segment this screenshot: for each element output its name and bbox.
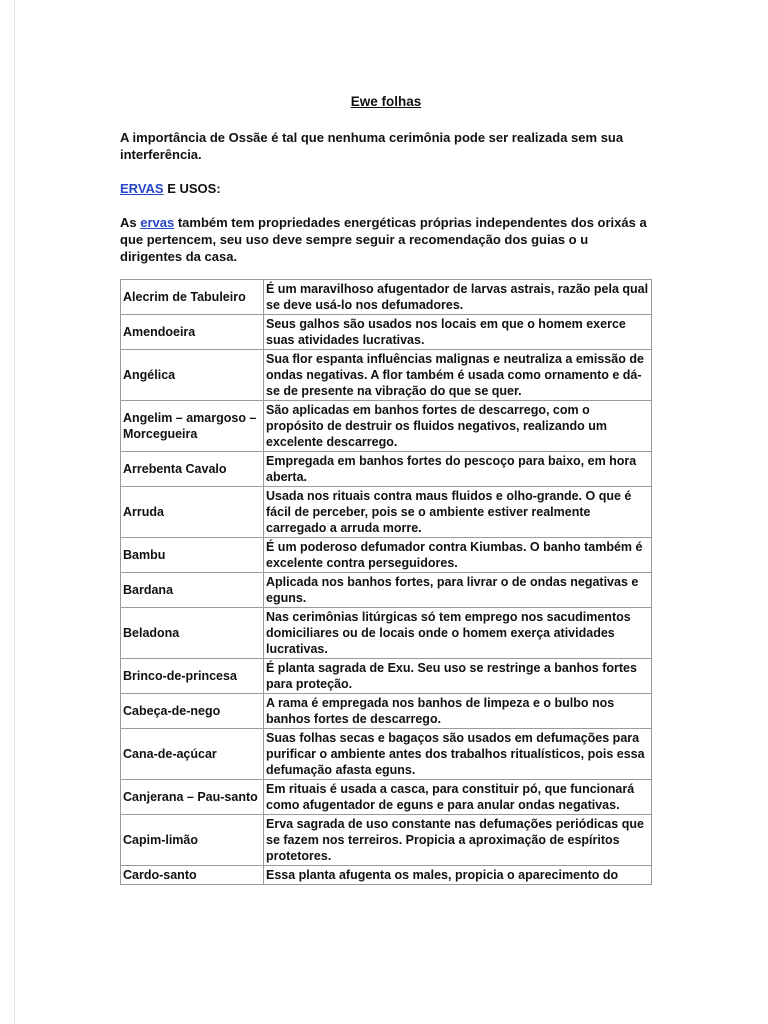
document-title: Ewe folhas xyxy=(350,94,422,109)
herb-name-cell: Cana-de-açúcar xyxy=(121,729,264,780)
table-row xyxy=(121,487,652,538)
herb-name-cell: Cabeça-de-nego xyxy=(121,694,264,729)
herb-name-cell: Amendoeira xyxy=(121,315,264,350)
herbs-table-body xyxy=(121,280,652,885)
herb-name-cell: Bardana xyxy=(121,573,264,608)
herb-use-cell: Nas cerimônias litúrgicas só tem emprego nos sacudimentos domiciliares ou de locais onde o homem exerça atividades lucrativas. xyxy=(264,608,652,659)
table-row xyxy=(121,538,652,573)
page-edge xyxy=(14,0,15,1024)
herb-name-cell: Arruda xyxy=(121,487,264,538)
herb-use-cell: São aplicadas em banhos fortes de descarrego, com o propósito de destruir os fluidos negativos, realizando um excelente descarrego. xyxy=(264,401,652,452)
table-row xyxy=(121,350,652,401)
table-row xyxy=(121,608,652,659)
table-row xyxy=(121,452,652,487)
intro-paragraph: A importância de Ossãe é tal que nenhuma cerimônia pode ser realizada sem sua interferência. xyxy=(120,130,624,162)
herb-name-cell: Beladona xyxy=(121,608,264,659)
herb-name-cell: Alecrim de Tabuleiro xyxy=(121,280,264,315)
ervas-inline-link[interactable]: ervas xyxy=(140,215,175,230)
herb-use-cell: Usada nos rituais contra maus fluidos e olho-grande. O que é fácil de perceber, pois se o ambiente estiver realmente carregado a arruda morre. xyxy=(264,487,652,538)
herb-use-cell: É um maravilhoso afugentador de larvas astrais, razão pela qual se deve usá-lo nos defumadores. xyxy=(264,280,652,315)
herb-name-cell: Arrebenta Cavalo xyxy=(121,452,264,487)
herb-use-cell: Empregada em banhos fortes do pescoço para baixo, em hora aberta. xyxy=(264,452,652,487)
herb-name-cell: Brinco-de-princesa xyxy=(121,659,264,694)
herb-name-cell: Angelim – amargoso – Morcegueira xyxy=(121,401,264,452)
herb-use-cell: Essa planta afugenta os males, propicia o aparecimento do xyxy=(264,866,652,885)
herb-use-cell: Aplicada nos banhos fortes, para livrar o de ondas negativas e eguns. xyxy=(264,573,652,608)
document xyxy=(120,94,652,885)
table-row xyxy=(121,401,652,452)
herb-use-cell: Em rituais é usada a casca, para constituir pó, que funcionará como afugentador de eguns e para anular ondas negativas. xyxy=(264,780,652,815)
description-prefix: As xyxy=(120,215,141,230)
herb-use-cell: Erva sagrada de uso constante nas defumações periódicas que se fazem nos terreiros. Propicia a aproximação de espíritos protetores. xyxy=(264,815,652,866)
table-row xyxy=(121,866,652,885)
description-paragraph xyxy=(120,214,652,265)
herb-use-cell: Suas folhas secas e bagaços são usados em defumações para purificar o ambiente antes dos trabalhos ritualísticos, pois essa defumação afasta eguns. xyxy=(264,729,652,780)
table-row xyxy=(121,315,652,350)
herb-use-cell: A rama é empregada nos banhos de limpeza e o bulbo nos banhos fortes de descarrego. xyxy=(264,694,652,729)
table-row xyxy=(121,280,652,315)
herb-name-cell: Capim-limão xyxy=(121,815,264,866)
ervas-heading-link[interactable]: ERVAS xyxy=(120,181,164,196)
table-row xyxy=(121,780,652,815)
herbs-table xyxy=(120,279,652,885)
table-row xyxy=(121,815,652,866)
table-row xyxy=(121,694,652,729)
herb-use-cell: É planta sagrada de Exu. Seu uso se restringe a banhos fortes para proteção. xyxy=(264,659,652,694)
herb-name-cell: Angélica xyxy=(121,350,264,401)
herb-name-cell: Canjerana – Pau-santo xyxy=(121,780,264,815)
herb-use-cell: Seus galhos são usados nos locais em que o homem exerce suas atividades lucrativas. xyxy=(264,315,652,350)
section-heading xyxy=(120,180,652,197)
herb-use-cell: É um poderoso defumador contra Kiumbas. O banho também é excelente contra perseguidores. xyxy=(264,538,652,573)
herb-name-cell: Cardo-santo xyxy=(121,866,264,885)
herb-name-cell: Bambu xyxy=(121,538,264,573)
table-row xyxy=(121,573,652,608)
herb-use-cell: Sua flor espanta influências malignas e neutraliza a emissão de ondas negativas. A flor também é usada como ornamento e dá-se de presente na vibração do que se quer. xyxy=(264,350,652,401)
section-heading-rest: E USOS: xyxy=(163,181,221,196)
table-row xyxy=(121,729,652,780)
description-rest: também tem propriedades energéticas próprias independentes dos orixás a que pertencem, seu uso deve sempre seguir a recomendação dos guias o u dirigentes da casa. xyxy=(120,215,647,264)
table-row xyxy=(121,659,652,694)
